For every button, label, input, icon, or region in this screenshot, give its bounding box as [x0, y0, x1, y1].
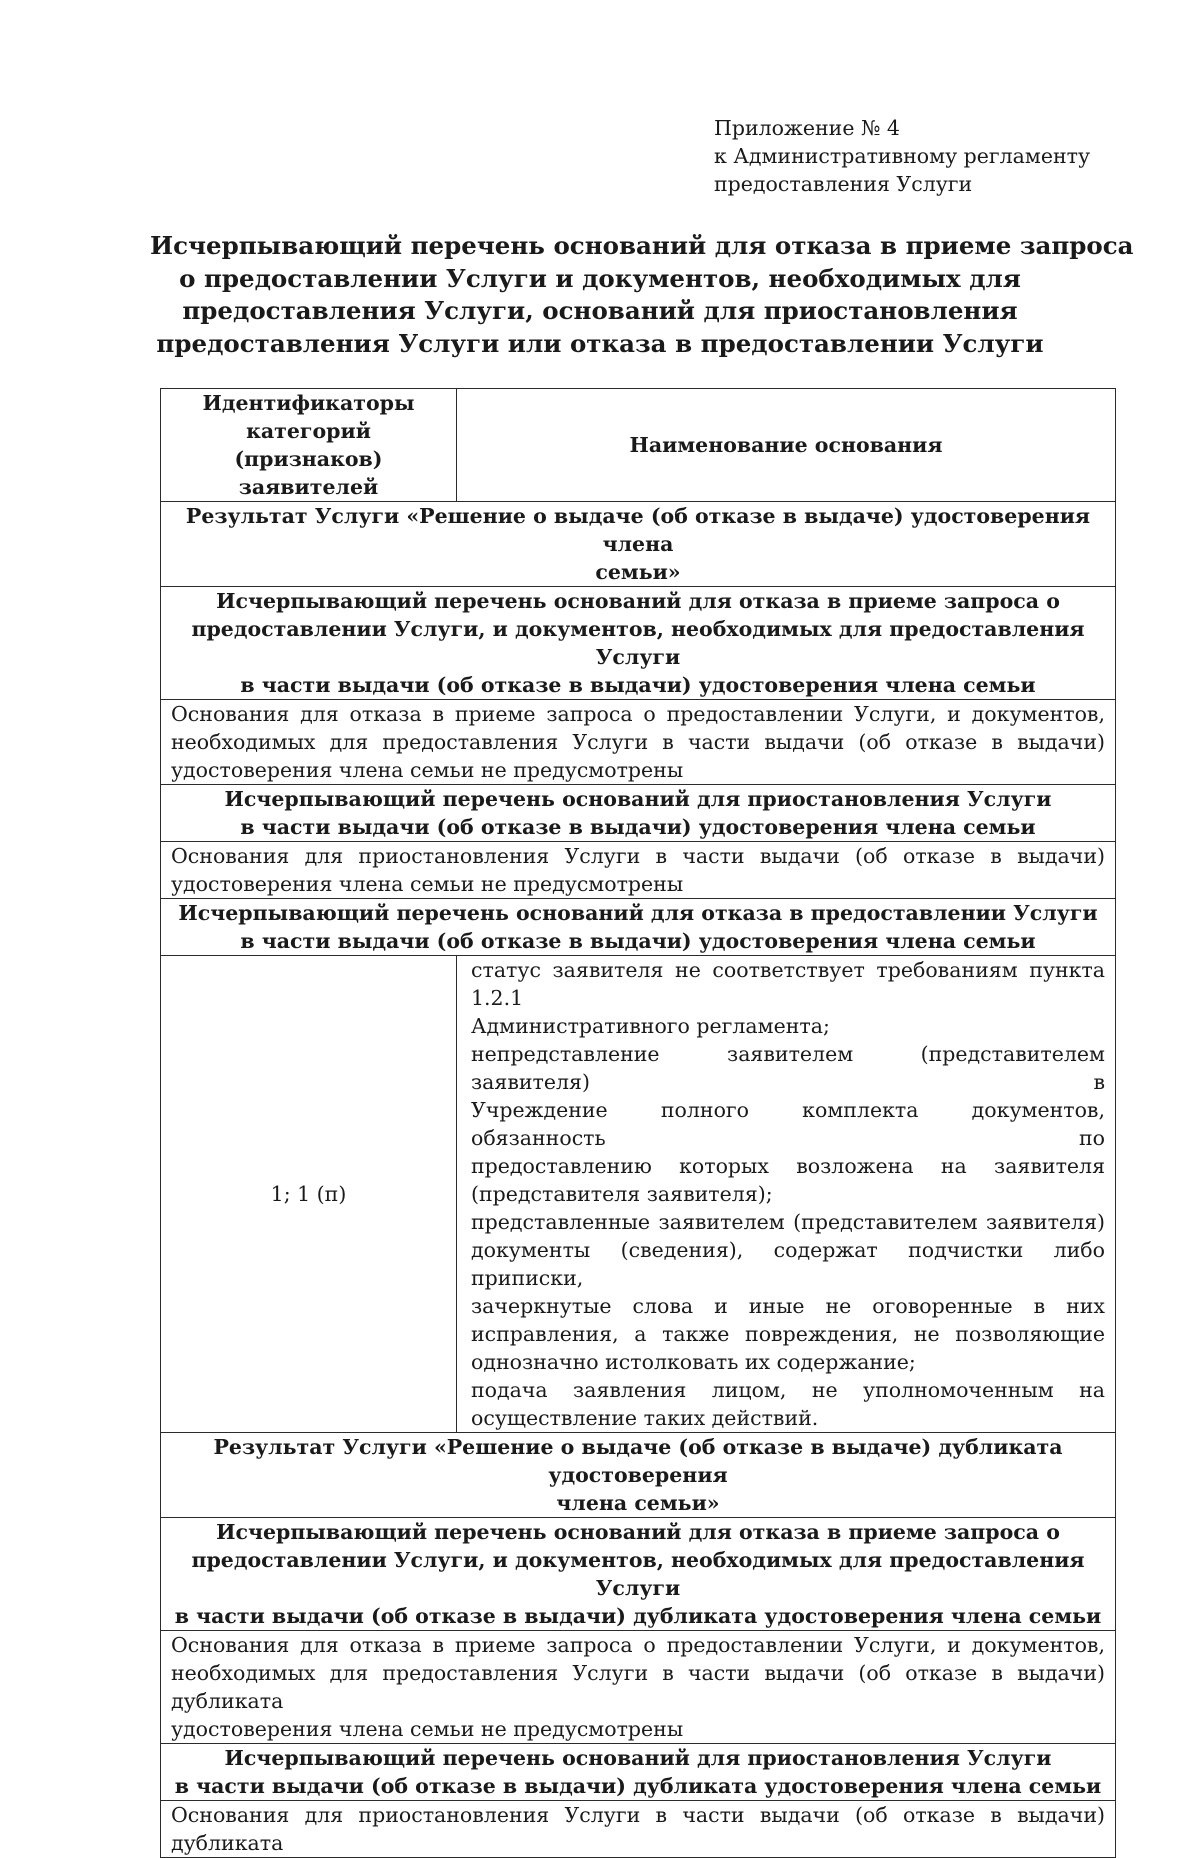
section-row — [161, 1744, 1116, 1801]
result-heading: Результат Услуги «Решение о выдаче (об отказе в выдаче) дубликата удостоверения члена семьи» — [161, 1433, 1116, 1518]
title-line: предоставления Услуги, оснований для приостановления — [182, 296, 1018, 325]
intake-refusal-heading: Исчерпывающий перечень оснований для отказа в приеме запроса о предоставлении Услуги, и документов, необходимых для предоставления Услуги в части выдачи (об отказе в выдачи) дубликата удостоверения члена семьи — [161, 1518, 1116, 1631]
section-row — [161, 502, 1116, 587]
text-row — [161, 1801, 1116, 1858]
appendix-number: Приложение № 4 — [714, 116, 900, 140]
refusal-heading: Исчерпывающий перечень оснований для отказа в предоставлении Услуги в части выдачи (об отказе в выдачи) удостоверения члена семьи — [161, 899, 1116, 956]
appendix-regulation: к Административному регламенту — [714, 144, 1091, 168]
reason-line: осуществление таких действий. — [471, 1406, 819, 1430]
section-row — [161, 1518, 1116, 1631]
table-row — [161, 956, 1116, 1433]
reason-line: документы (сведения), содержат подчистки либо приписки, — [471, 1238, 1105, 1290]
reason-line: непредставление заявителем (представителем заявителя) в — [471, 1042, 1105, 1094]
title-line: предоставления Услуги или отказа в предоставлении Услуги — [156, 328, 1044, 358]
section-row — [161, 899, 1116, 956]
header-identifiers: Идентификаторы категорий (признаков) заявителей — [161, 389, 457, 502]
intake-refusal-text: Основания для отказа в приеме запроса о предоставлении Услуги, и документов, необходимых для предоставления Услуги в части выдачи (об отказе в выдачи) дубликата удостоверения члена семьи не предусмотрены — [161, 1631, 1116, 1744]
header-ground-name: Наименование основания — [457, 389, 1116, 502]
reason-line: представленные заявителем (представителем заявителя) — [471, 1210, 1105, 1234]
reason-line: предоставлению которых возложена на заявителя — [471, 1154, 1105, 1178]
appendix-service: предоставления Услуги — [714, 172, 973, 196]
text-row — [161, 1631, 1116, 1744]
result-heading: Результат Услуги «Решение о выдаче (об отказе в выдаче) удостоверения члена семьи» — [161, 502, 1116, 587]
section-row — [161, 1433, 1116, 1518]
reason-line: Учреждение полного комплекта документов, обязанность по — [471, 1098, 1105, 1150]
section-row — [161, 785, 1116, 842]
reason-line: исправления, а также повреждения, не позволяющие — [471, 1322, 1105, 1346]
reason-line: подача заявления лицом, не уполномоченным на — [471, 1378, 1105, 1402]
intake-refusal-text: Основания для отказа в приеме запроса о предоставлении Услуги, и документов, необходимых для предоставления Услуги в части выдачи (об отказе в выдачи) удостоверения члена семьи не предусмотрены — [161, 700, 1116, 785]
reason-line: статус заявителя не соответствует требованиям пункта 1.2.1 — [471, 958, 1105, 1010]
title-line: о предоставлении Услуги и документов, необходимых для — [179, 263, 1021, 293]
table-header-row — [161, 389, 1116, 502]
suspension-heading: Исчерпывающий перечень оснований для приостановления Услуги в части выдачи (об отказе в выдачи) удостоверения члена семьи — [161, 785, 1116, 842]
applicant-category-id: 1; 1 (п) — [161, 956, 457, 1433]
suspension-heading: Исчерпывающий перечень оснований для приостановления Услуги в части выдачи (об отказе в выдачи) дубликата удостоверения члена семьи — [161, 1744, 1116, 1801]
reason-line: Административного регламента; — [471, 1014, 830, 1038]
refusal-reasons — [457, 956, 1116, 1433]
suspension-text: Основания для приостановления Услуги в части выдачи (об отказе в выдачи) дубликата — [161, 1801, 1116, 1858]
reason-line: однозначно истолковать их содержание; — [471, 1350, 916, 1374]
document-title — [150, 230, 1134, 360]
appendix-reference — [714, 114, 1090, 198]
text-row — [161, 700, 1116, 785]
grounds-table — [160, 388, 1116, 1858]
text-row — [161, 842, 1116, 899]
section-row — [161, 587, 1116, 700]
intake-refusal-heading: Исчерпывающий перечень оснований для отказа в приеме запроса о предоставлении Услуги, и документов, необходимых для предоставления Услуги в части выдачи (об отказе в выдачи) удостоверения члена семьи — [161, 587, 1116, 700]
suspension-text: Основания для приостановления Услуги в части выдачи (об отказе в выдачи) удостоверения члена семьи не предусмотрены — [161, 842, 1116, 899]
reason-line: (представителя заявителя); — [471, 1182, 773, 1206]
reason-line: зачеркнутые слова и иные не оговоренные в них — [471, 1294, 1105, 1318]
title-line: Исчерпывающий перечень оснований для отказа в приеме запроса — [150, 231, 1134, 260]
